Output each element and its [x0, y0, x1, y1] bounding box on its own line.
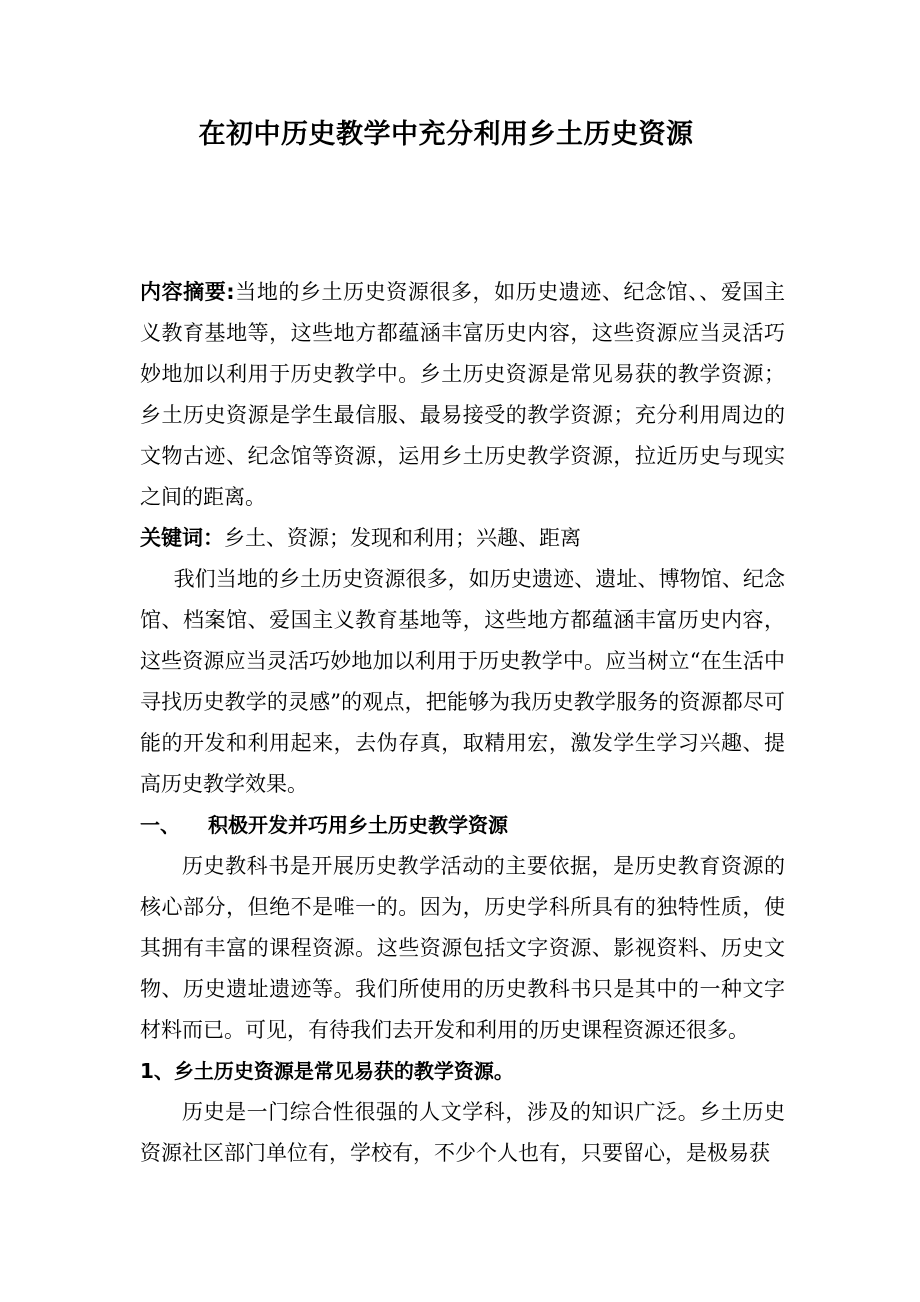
subsection-paragraph-1: 历史是一门综合性很强的人文学科，涉及的知识广泛。乡土历史资源社区部门单位有，学校有，不少个人也有，只要留心，是极易获	[140, 1100, 785, 1165]
section-heading-1	[140, 805, 785, 846]
keywords-text: 乡土、资源；发现和利用；兴趣、距离	[224, 526, 581, 550]
abstract-text: 当地的乡土历史资源很多，如历史遗迹、纪念馆、、爱国主义教育基地等，这些地方都蕴涵丰富历史内容，这些资源应当灵活巧妙地加以利用于历史教学中。乡土历史资源是常见易获的教学资源；乡土历史资源是学生最信服、最易接受的教学资源；充分利用周边的文物古迹、纪念馆等资源，运用乡土历史教学资源，拉近历史与现实之间的距离。	[140, 280, 785, 509]
document-body	[140, 272, 785, 1174]
intro-paragraph: 我们当地的乡土历史资源很多，如历史遗迹、遗址、博物馆、纪念馆、档案馆、爱国主义教育基地等，这些地方都蕴涵丰富历史内容，这些资源应当灵活巧妙地加以利用于历史教学中。应当树立“在生活中寻找历史教学的灵感”的观点，把能够为我历史教学服务的资源都尽可能的开发和利用起来，去伪存真，取精用宏，激发学生学习兴趣、提高历史教学效果。	[140, 567, 785, 796]
abstract-label: 内容摘要:	[140, 280, 235, 304]
abstract-paragraph	[140, 272, 785, 518]
section-paragraph-1: 历史教科书是开展历史教学活动的主要依据，是历史教育资源的核心部分，但绝不是唯一的。因为，历史学科所具有的独特性质，使其拥有丰富的课程资源。这些资源包括文字资源、影视资料、历史文物、历史遗址遗迹等。我们所使用的历史教科书只是其中的一种文字材料而已。可见，有待我们去开发和利用的历史课程资源还很多。	[140, 854, 785, 1042]
section-title: 积极开发并巧用乡土历史教学资源	[208, 813, 508, 837]
subsection-heading-1: 1、乡土历史资源是常见易获的教学资源。	[140, 1059, 514, 1083]
section-number: 一、	[140, 813, 180, 837]
document-title: 在初中历史教学中充分利用乡土历史资源	[198, 119, 694, 150]
keywords-paragraph	[140, 518, 785, 559]
keywords-label: 关键词：	[140, 526, 224, 550]
